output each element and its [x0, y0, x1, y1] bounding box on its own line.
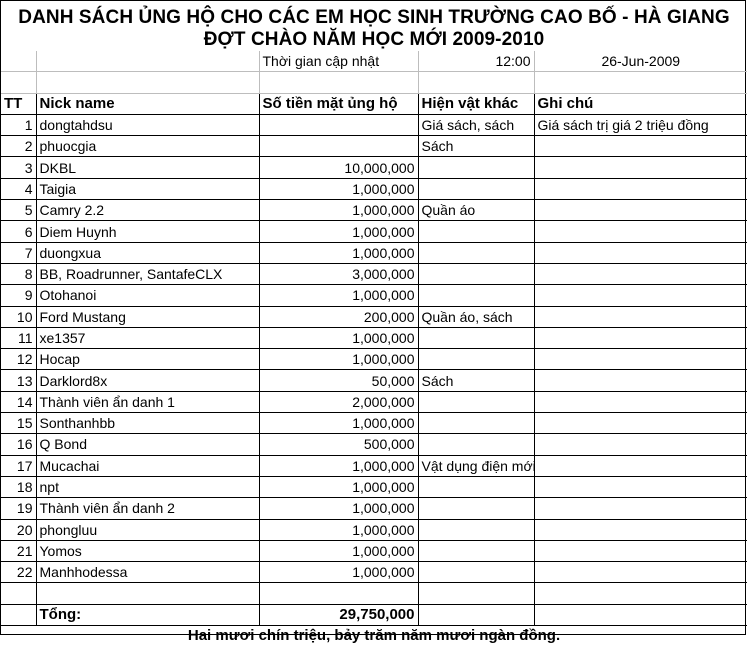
item-cell[interactable] [418, 157, 534, 178]
blank-row [1, 72, 747, 93]
note-cell[interactable]: Giá sách trị giá 2 triệu đồng [534, 114, 747, 135]
table-row [1, 498, 747, 519]
item-cell[interactable]: Giá sách, sách [418, 114, 534, 135]
update-label[interactable]: Thời gian cập nhật [259, 51, 418, 72]
row-number[interactable]: 9 [1, 285, 36, 306]
table-row [1, 263, 747, 284]
note-cell[interactable] [534, 519, 747, 540]
nick-cell[interactable]: Q Bond [36, 434, 259, 455]
note-cell[interactable] [534, 200, 747, 221]
table-row [1, 157, 747, 178]
nick-cell[interactable]: Diem Huynh [36, 221, 259, 242]
item-cell[interactable]: Sách [418, 370, 534, 391]
nick-cell[interactable]: Sonthanhbb [36, 413, 259, 434]
row-number[interactable]: 11 [1, 327, 36, 348]
item-cell[interactable] [418, 221, 534, 242]
amount-cell[interactable]: 1,000,000 [259, 178, 418, 199]
note-cell[interactable] [534, 540, 747, 561]
amount-cell[interactable]: 500,000 [259, 434, 418, 455]
note-cell[interactable] [534, 349, 747, 370]
header-amount[interactable]: Số tiền mặt ủng hộ [259, 93, 418, 114]
row-number[interactable]: 8 [1, 263, 36, 284]
item-cell[interactable] [418, 242, 534, 263]
table-row [1, 242, 747, 263]
row-number[interactable]: 16 [1, 434, 36, 455]
item-cell[interactable] [418, 327, 534, 348]
note-cell[interactable] [534, 178, 747, 199]
note-cell[interactable] [534, 242, 747, 263]
note-cell[interactable] [534, 221, 747, 242]
table-row [1, 327, 747, 348]
total-in-words[interactable]: Hai mươi chín triệu, bảy trăm năm mươi ngàn đồng. [1, 626, 747, 646]
amount-cell[interactable]: 1,000,000 [259, 519, 418, 540]
note-cell[interactable] [534, 263, 747, 284]
nick-cell[interactable]: npt [36, 476, 259, 497]
row-number[interactable]: 10 [1, 306, 36, 327]
note-cell[interactable] [534, 434, 747, 455]
table-row [1, 391, 747, 412]
amount-cell[interactable] [259, 114, 418, 135]
row-number[interactable]: 3 [1, 157, 36, 178]
table-row [1, 200, 747, 221]
amount-cell[interactable] [259, 136, 418, 157]
amount-cell[interactable]: 50,000 [259, 370, 418, 391]
row-number[interactable]: 15 [1, 413, 36, 434]
row-number[interactable]: 13 [1, 370, 36, 391]
item-cell[interactable] [418, 391, 534, 412]
row-number[interactable]: 5 [1, 200, 36, 221]
title-line-1: DANH SÁCH ỦNG HỘ CHO CÁC EM HỌC SINH TRƯỜNG CAO BỐ - HÀ GIANG [18, 7, 730, 28]
nick-cell[interactable]: phongluu [36, 519, 259, 540]
amount-cell[interactable]: 1,000,000 [259, 200, 418, 221]
nick-cell[interactable]: Thành viên ẩn danh 2 [36, 498, 259, 519]
item-cell[interactable] [418, 285, 534, 306]
nick-cell[interactable]: phuocgia [36, 136, 259, 157]
amount-cell[interactable]: 1,000,000 [259, 476, 418, 497]
update-time[interactable]: 12:00 [418, 51, 534, 72]
row-number[interactable]: 18 [1, 476, 36, 497]
note-cell[interactable] [534, 455, 747, 476]
table-row [1, 476, 747, 497]
row-number[interactable]: 12 [1, 349, 36, 370]
note-cell[interactable] [534, 370, 747, 391]
amount-cell[interactable]: 1,000,000 [259, 327, 418, 348]
note-cell[interactable] [534, 562, 747, 583]
amount-cell[interactable]: 1,000,000 [259, 285, 418, 306]
nick-cell[interactable]: Darklord8x [36, 370, 259, 391]
row-number[interactable]: 21 [1, 540, 36, 561]
amount-cell[interactable]: 1,000,000 [259, 540, 418, 561]
table-row [1, 540, 747, 561]
title-line-2: ĐỢT CHÀO NĂM HỌC MỚI 2009-2010 [203, 29, 545, 50]
row-number[interactable]: 1 [1, 114, 36, 135]
amount-cell[interactable]: 1,000,000 [259, 498, 418, 519]
table-row [1, 519, 747, 540]
nick-cell[interactable]: BB, Roadrunner, SantafeCLX [36, 263, 259, 284]
amount-cell[interactable]: 1,000,000 [259, 455, 418, 476]
table-row [1, 434, 747, 455]
item-cell[interactable] [418, 178, 534, 199]
row-number[interactable]: 14 [1, 391, 36, 412]
item-cell[interactable] [418, 498, 534, 519]
nick-cell[interactable]: Thành viên ẩn danh 1 [36, 391, 259, 412]
table-row [1, 136, 747, 157]
item-cell[interactable]: Quần áo [418, 200, 534, 221]
row-number[interactable]: 20 [1, 519, 36, 540]
amount-cell[interactable]: 200,000 [259, 306, 418, 327]
note-cell[interactable] [534, 413, 747, 434]
item-cell[interactable]: Vật dụng điện mới [418, 455, 534, 476]
row-number[interactable]: 19 [1, 498, 36, 519]
table-row [1, 349, 747, 370]
note-cell[interactable] [534, 285, 747, 306]
note-cell[interactable] [534, 391, 747, 412]
amount-cell[interactable]: 2,000,000 [259, 391, 418, 412]
item-cell[interactable] [418, 263, 534, 284]
update-date[interactable]: 26-Jun-2009 [534, 51, 747, 72]
table-row [1, 285, 747, 306]
item-cell[interactable] [418, 434, 534, 455]
row-number[interactable]: 4 [1, 178, 36, 199]
nick-cell[interactable]: Taigia [36, 178, 259, 199]
header-item[interactable]: Hiện vật khác [418, 93, 534, 114]
item-cell[interactable] [418, 349, 534, 370]
nick-cell[interactable]: dongtahdsu [36, 114, 259, 135]
note-cell[interactable] [534, 136, 747, 157]
table-row [1, 455, 747, 476]
row-number[interactable]: 7 [1, 242, 36, 263]
nick-cell[interactable]: Hocap [36, 349, 259, 370]
amount-cell[interactable]: 10,000,000 [259, 157, 418, 178]
amount-cell[interactable]: 3,000,000 [259, 263, 418, 284]
item-cell[interactable] [418, 413, 534, 434]
table-row [1, 306, 747, 327]
note-cell[interactable] [534, 306, 747, 327]
header-row [1, 93, 747, 114]
item-cell[interactable]: Quần áo, sách [418, 306, 534, 327]
item-cell[interactable] [418, 562, 534, 583]
donation-table [1, 1, 747, 646]
item-cell[interactable] [418, 540, 534, 561]
header-nick[interactable]: Nick name [36, 93, 259, 114]
row-number[interactable]: 22 [1, 562, 36, 583]
update-row [1, 51, 747, 72]
note-cell[interactable] [534, 157, 747, 178]
header-tt[interactable]: TT [1, 93, 36, 114]
note-cell[interactable] [534, 476, 747, 497]
header-note[interactable]: Ghi chú [534, 93, 747, 114]
summary-row [1, 626, 747, 646]
nick-cell[interactable]: xe1357 [36, 327, 259, 348]
row-number[interactable]: 6 [1, 221, 36, 242]
amount-cell[interactable]: 1,000,000 [259, 413, 418, 434]
item-cell[interactable] [418, 476, 534, 497]
table-row [1, 562, 747, 583]
nick-cell[interactable]: duongxua [36, 242, 259, 263]
nick-cell[interactable]: Otohanoi [36, 285, 259, 306]
item-cell[interactable]: Sách [418, 136, 534, 157]
table-row [1, 114, 747, 135]
item-cell[interactable] [418, 519, 534, 540]
total-label[interactable]: Tổng: [36, 604, 259, 625]
nick-cell[interactable]: DKBL [36, 157, 259, 178]
amount-cell[interactable]: 1,000,000 [259, 349, 418, 370]
table-row [1, 370, 747, 391]
note-cell[interactable] [534, 327, 747, 348]
nick-cell[interactable]: Ford Mustang [36, 306, 259, 327]
table-row [1, 178, 747, 199]
nick-cell[interactable]: Yomos [36, 540, 259, 561]
row-number[interactable]: 2 [1, 136, 36, 157]
row-number[interactable]: 17 [1, 455, 36, 476]
blank-row [1, 583, 747, 604]
amount-cell[interactable]: 1,000,000 [259, 562, 418, 583]
note-cell[interactable] [534, 498, 747, 519]
table-row [1, 413, 747, 434]
amount-cell[interactable]: 1,000,000 [259, 221, 418, 242]
nick-cell[interactable]: Mucachai [36, 455, 259, 476]
nick-cell[interactable]: Camry 2.2 [36, 200, 259, 221]
table-row [1, 221, 747, 242]
total-row [1, 604, 747, 625]
amount-cell[interactable]: 1,000,000 [259, 242, 418, 263]
total-amount[interactable]: 29,750,000 [259, 604, 418, 625]
nick-cell[interactable]: Manhhodessa [36, 562, 259, 583]
